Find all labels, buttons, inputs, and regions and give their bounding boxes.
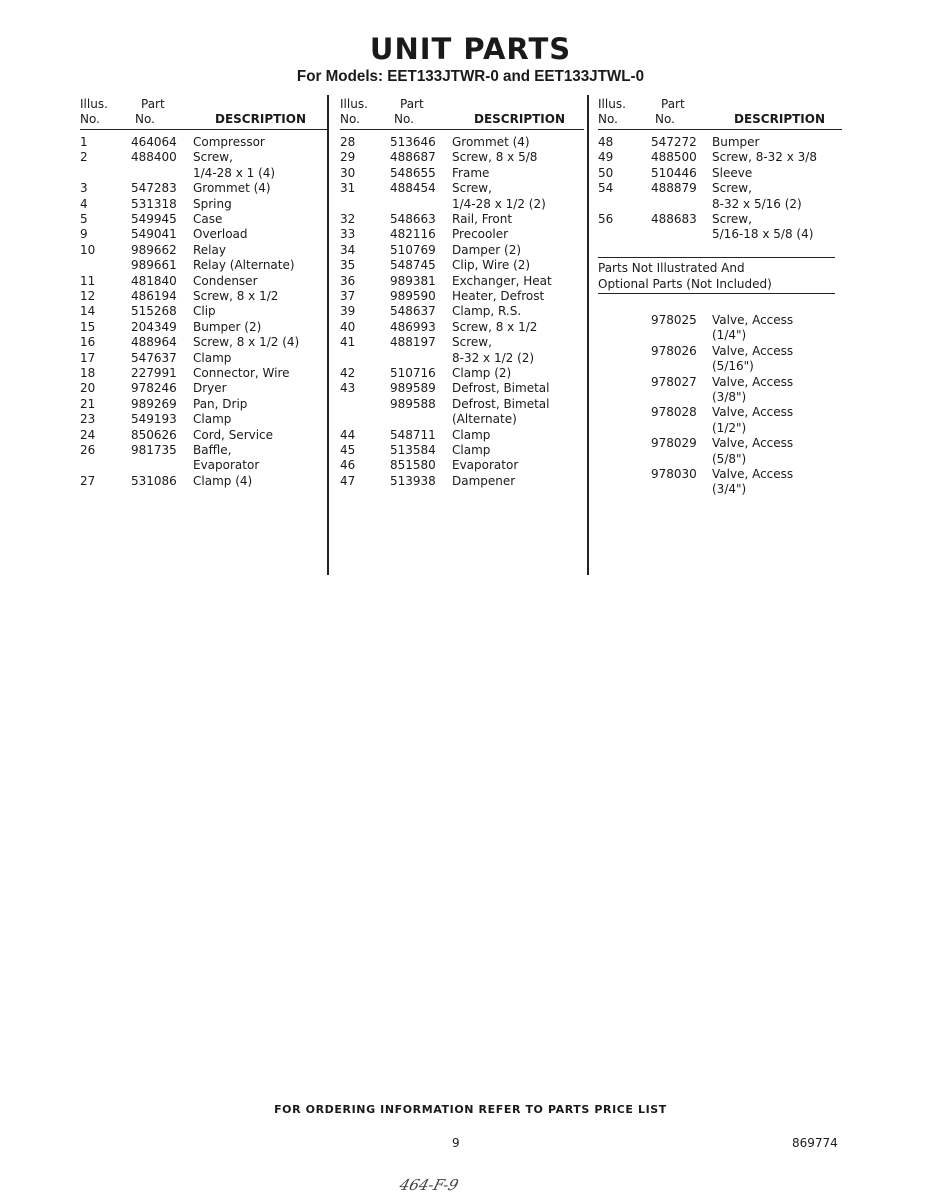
section-rule	[598, 293, 835, 294]
part-description: Valve, Access	[712, 405, 794, 420]
ordering-note: FOR ORDERING INFORMATION REFER TO PARTS PRICE LIST	[274, 1103, 667, 1116]
illus-number: 46	[340, 458, 356, 473]
part-description: Spring	[193, 196, 232, 211]
part-description: Dryer	[193, 381, 227, 396]
illus-number: 49	[598, 150, 614, 165]
part-number: 531086	[131, 473, 177, 488]
part-number: 481840	[131, 273, 177, 288]
illus-number: 44	[340, 427, 356, 442]
part-description: Clamp, R.S.	[452, 304, 522, 319]
part-description: Exchanger, Heat	[452, 273, 552, 288]
part-number: 488683	[651, 212, 697, 226]
part-number: 978030	[651, 467, 697, 481]
illus-number: 9	[80, 227, 88, 242]
header-description: DESCRIPTION	[734, 112, 826, 126]
part-number: 548745	[390, 258, 436, 273]
part-description: Sleeve	[712, 165, 753, 180]
illus-number: 23	[80, 412, 96, 427]
illus-number: 2	[80, 150, 88, 165]
part-description: Clamp	[452, 443, 491, 457]
part-number: 989269	[131, 396, 177, 411]
part-description: Clamp (2)	[452, 366, 512, 380]
part-description: Bumper	[712, 135, 760, 149]
part-description: 1/4-28 x 1 (4)	[193, 165, 276, 180]
part-description: Valve, Access	[712, 313, 794, 327]
part-number: 488400	[131, 150, 177, 165]
part-number: 513584	[390, 443, 436, 457]
part-description: (5/16")	[712, 359, 754, 374]
part-description: Defrost, Bimetal	[452, 396, 550, 411]
part-number: 513646	[390, 135, 436, 149]
illus-number: 43	[340, 381, 356, 396]
part-number: 978246	[131, 381, 177, 396]
part-description: Screw, 8-32 x 3/8	[712, 150, 817, 165]
handwritten-note: 464-F-9	[397, 1176, 461, 1194]
illus-number: 12	[80, 289, 96, 303]
part-description: Clamp	[193, 412, 232, 427]
part-description: Screw, 8 x 5/8	[452, 150, 538, 165]
header-description: DESCRIPTION	[474, 112, 566, 126]
part-description: Relay	[193, 242, 226, 257]
illus-number: 45	[340, 443, 356, 457]
part-description: Screw,	[712, 181, 752, 196]
part-description: (5/8")	[712, 451, 747, 466]
illus-number: 54	[598, 181, 614, 196]
part-number: 486194	[131, 289, 177, 303]
header-part-no: No.	[394, 112, 414, 126]
part-description: Dampener	[452, 473, 516, 488]
part-number: 981735	[131, 443, 177, 457]
part-description: Condenser	[193, 273, 258, 288]
part-number: 989590	[390, 289, 436, 303]
part-description: (Alternate)	[452, 412, 517, 427]
part-number: 531318	[131, 196, 177, 211]
header-illus-no: No.	[80, 112, 100, 126]
part-description: 5/16-18 x 5/8 (4)	[712, 227, 814, 242]
illus-number: 20	[80, 381, 96, 396]
header-illus-no: No.	[340, 112, 360, 126]
header-illus: Illus.	[80, 97, 108, 111]
part-description: Valve, Access	[712, 374, 794, 389]
part-description: 8-32 x 1/2 (2)	[452, 350, 535, 365]
part-description: 8-32 x 5/16 (2)	[712, 196, 802, 211]
header-rule	[80, 129, 327, 130]
header-part: Part	[141, 97, 165, 111]
part-description: (1/2")	[712, 420, 747, 435]
part-description: 1/4-28 x 1/2 (2)	[452, 196, 546, 211]
part-description: Heater, Defrost	[452, 289, 545, 303]
part-description: Valve, Access	[712, 343, 794, 358]
header-description: DESCRIPTION	[215, 112, 307, 126]
part-number: 488879	[651, 181, 697, 196]
part-number: 978028	[651, 405, 697, 420]
header-illus: Illus.	[340, 97, 368, 111]
models-subtitle: For Models: EET133JTWR-0 and EET133JTWL-0	[296, 68, 645, 85]
illus-number: 36	[340, 273, 356, 288]
header-part: Part	[400, 97, 424, 111]
part-description: Clip	[193, 304, 216, 319]
part-number: 488454	[390, 181, 436, 196]
part-description: Grommet (4)	[193, 181, 271, 196]
header-rule	[598, 129, 842, 130]
illus-number: 48	[598, 135, 614, 149]
part-number: 989662	[131, 242, 177, 257]
illus-number: 3	[80, 181, 88, 196]
part-description: Damper (2)	[452, 242, 522, 257]
part-number: 989381	[390, 273, 436, 288]
part-number: 488197	[390, 335, 436, 350]
part-description: Baffle,	[193, 443, 232, 457]
illus-number: 11	[80, 273, 96, 288]
part-description: Clip, Wire (2)	[452, 258, 531, 273]
part-description: Valve, Access	[712, 467, 794, 481]
part-description: Screw,	[712, 212, 752, 226]
illus-number: 5	[80, 212, 88, 226]
part-description: Case	[193, 212, 223, 226]
illus-number: 21	[80, 396, 96, 411]
part-number: 488687	[390, 150, 436, 165]
illus-number: 40	[340, 319, 356, 334]
part-description: Screw, 8 x 1/2	[193, 289, 279, 303]
part-number: 482116	[390, 227, 436, 242]
part-number: 549193	[131, 412, 177, 427]
part-number: 486993	[390, 319, 436, 334]
illus-number: 32	[340, 212, 356, 226]
part-number: 548663	[390, 212, 436, 226]
illus-number: 30	[340, 165, 356, 180]
illus-number: 37	[340, 289, 356, 303]
part-number: 547637	[131, 350, 177, 365]
part-number: 510716	[390, 366, 436, 380]
part-description: Evaporator	[193, 458, 260, 473]
part-description: Rail, Front	[452, 212, 513, 226]
part-number: 515268	[131, 304, 177, 319]
part-description: Clamp (4)	[193, 473, 253, 488]
illus-number: 39	[340, 304, 356, 319]
header-illus: Illus.	[598, 97, 626, 111]
illus-number: 34	[340, 242, 356, 257]
illus-number: 16	[80, 335, 96, 350]
part-number: 989588	[390, 396, 436, 411]
illus-number: 18	[80, 366, 96, 380]
part-number: 547283	[131, 181, 177, 196]
part-description: Screw, 8 x 1/2	[452, 319, 538, 334]
part-number: 549041	[131, 227, 177, 242]
header-illus-no: No.	[598, 112, 618, 126]
illus-number: 28	[340, 135, 356, 149]
part-number: 978025	[651, 313, 697, 327]
part-description: Valve, Access	[712, 436, 794, 451]
part-description: Screw,	[452, 181, 492, 196]
part-description: Overload	[193, 227, 248, 242]
illus-number: 29	[340, 150, 356, 165]
header-part: Part	[661, 97, 685, 111]
part-number: 488500	[651, 150, 697, 165]
part-number: 204349	[131, 319, 177, 334]
illus-number: 33	[340, 227, 356, 242]
illus-number: 24	[80, 427, 96, 442]
page-number: 9	[452, 1136, 460, 1150]
part-description: Evaporator	[452, 458, 519, 473]
part-description: Relay (Alternate)	[193, 258, 295, 273]
part-number: 978029	[651, 436, 697, 451]
part-description: Clamp	[452, 427, 491, 442]
illus-number: 50	[598, 165, 614, 180]
part-number: 510769	[390, 242, 436, 257]
part-description: Pan, Drip	[193, 396, 248, 411]
document-number: 869774	[792, 1136, 838, 1150]
part-description: Frame	[452, 165, 490, 180]
page-title: UNIT PARTS	[369, 32, 572, 66]
part-number: 989661	[131, 258, 177, 273]
illus-number: 27	[80, 473, 96, 488]
part-description: Grommet (4)	[452, 135, 530, 149]
part-number: 851580	[390, 458, 436, 473]
header-part-no: No.	[655, 112, 675, 126]
illus-number: 41	[340, 335, 356, 350]
part-number: 989589	[390, 381, 436, 396]
part-description: (3/8")	[712, 390, 747, 404]
part-description: Clamp	[193, 350, 232, 365]
header-rule	[340, 129, 584, 130]
illus-number: 1	[80, 135, 88, 149]
illus-number: 10	[80, 242, 96, 257]
illus-number: 17	[80, 350, 96, 365]
section-heading: Optional Parts (Not Included)	[598, 277, 772, 291]
part-number: 549945	[131, 212, 177, 226]
illus-number: 47	[340, 473, 356, 488]
part-description: Compressor	[193, 135, 265, 149]
part-number: 548711	[390, 427, 436, 442]
part-number: 513938	[390, 473, 436, 488]
illus-number: 31	[340, 181, 356, 196]
part-description: Defrost, Bimetal	[452, 381, 550, 396]
illus-number: 56	[598, 212, 614, 226]
part-number: 510446	[651, 165, 697, 180]
column-divider	[327, 95, 329, 575]
part-description: Connector, Wire	[193, 366, 290, 380]
part-description: (3/4")	[712, 482, 747, 497]
part-number: 978026	[651, 343, 697, 358]
column-divider	[587, 95, 589, 575]
illus-number: 35	[340, 258, 356, 273]
part-number: 227991	[131, 366, 177, 380]
illus-number: 15	[80, 319, 96, 334]
part-description: Screw,	[452, 335, 492, 350]
section-rule	[598, 257, 835, 258]
part-number: 547272	[651, 135, 697, 149]
illus-number: 4	[80, 196, 88, 211]
illus-number: 42	[340, 366, 356, 380]
part-description: Bumper (2)	[193, 319, 262, 334]
part-number: 548655	[390, 165, 436, 180]
part-number: 464064	[131, 135, 177, 149]
section-heading: Parts Not Illustrated And	[598, 261, 745, 275]
part-number: 548637	[390, 304, 436, 319]
part-description: Precooler	[452, 227, 509, 242]
header-part-no: No.	[135, 112, 155, 126]
part-number: 488964	[131, 335, 177, 350]
illus-number: 26	[80, 443, 96, 457]
part-description: Screw,	[193, 150, 233, 165]
part-description: (1/4")	[712, 328, 747, 343]
part-number: 978027	[651, 374, 697, 389]
part-description: Cord, Service	[193, 427, 274, 442]
part-description: Screw, 8 x 1/2 (4)	[193, 335, 300, 350]
illus-number: 14	[80, 304, 96, 319]
part-number: 850626	[131, 427, 177, 442]
